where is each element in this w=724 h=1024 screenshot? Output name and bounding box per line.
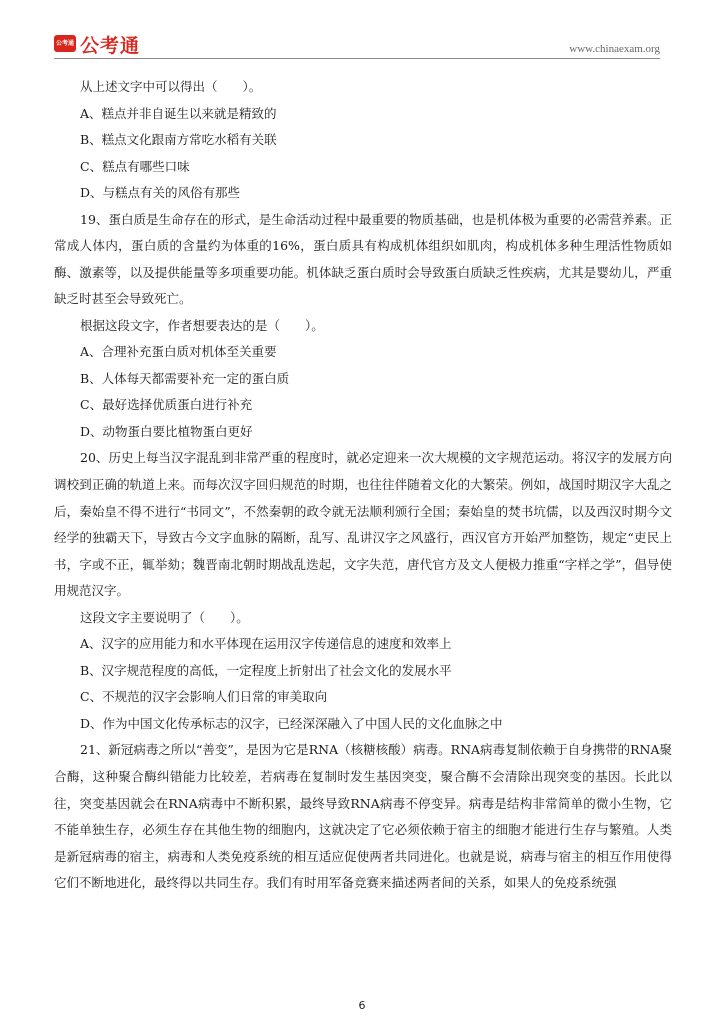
option-c: C、最好选择优质蛋白进行补充	[80, 397, 253, 413]
option-b: B、糕点文化跟南方常吃水稻有关联	[80, 132, 277, 147]
option-d: D、与糕点有关的风俗有那些	[80, 185, 241, 200]
option-b: B、人体每天都需要补充一定的蛋白质	[80, 370, 290, 386]
question-stem: 这段文字主要说明了（ ）。	[80, 609, 249, 625]
question-stem: 从上述文字中可以得出（ ）。	[80, 79, 262, 94]
option-a: A、汉字的应用能力和水平体现在运用汉字传递信息的速度和效率上	[80, 636, 452, 652]
document-body	[54, 74, 672, 897]
question-passage: 20、历史上每当汉字混乱到非常严重的程度时，就必定迎来一次大规模的文字规范运动。将汉字的发展方向调校到正确的轨道上来。而每次汉字回归规范的时期，也往往伴随着文化的大繁荣。例如，战国时期汉字大乱之后，秦始皇不得不进行“书同文”，不然秦朝的政令就无法顺利颁行全国；秦始皇的焚书坑儒，以及西汉时期今文经学的独霸天下，导致古今文字血脉的隔断，乱写、乱讲汉字之风盛行，西汉官方开始严加整饬，规定“吏民上书，字或不正，辄举劾；魏晋南北朝时期战乱迭起，文字失范，唐代官方及文人便极力推重“字样之学”，倡导使用规范汉字。	[54, 450, 672, 599]
question-passage: 19、蛋白质是生命存在的形式，是生命活动过程中最重要的物质基础，也是机体极为重要的必需营养素。正常成人体内，蛋白质的含量约为体重的16%，蛋白质具有构成机体组织如肌肉，构成机体多种生理活性物质如酶、激素等，以及提供能量等多项重要功能。机体缺乏蛋白质时会导致蛋白质缺乏性疾病，尤其是婴幼儿，严重缺乏时甚至会导致死亡。	[54, 211, 672, 307]
site-url: www.chinaexam.org	[569, 43, 660, 55]
logo-mark-icon: 公考通	[54, 35, 76, 52]
option-d: D、动物蛋白要比植物蛋白更好	[80, 423, 253, 439]
header-divider	[54, 58, 660, 59]
option-c: C、不规范的汉字会影响人们日常的审美取向	[80, 689, 328, 705]
page-header	[0, 0, 724, 60]
option-a: A、糕点并非自诞生以来就是精致的	[80, 105, 277, 121]
page-number: 6	[358, 999, 366, 1012]
question-passage: 21、新冠病毒之所以“善变”，是因为它是RNA（核糖核酸）病毒。RNA病毒复制依赖于自身携带的RNA聚合酶，这种聚合酶纠错能力比较差，若病毒在复制时发生基因突变，聚合酶不会清除出现突变的基因。长此以往，突变基因就会在RNA病毒中不断积累，最终导致RNA病毒不停变异。病毒是结构非常简单的微小生物，它不能单独生存，必须生存在其他生物的细胞内，这就决定了它必须依赖于宿主的细胞才能进行生存与繁殖。人类是新冠病毒的宿主，病毒和人类免疫系统的相互适应促使两者共同进化。也就是说，病毒与宿主的相互作用使得它们不断地进化，最终得以共同生存。我们有时用军备竞赛来描述两者间的关系，如果人的免疫系统强	[54, 742, 672, 891]
option-d: D、作为中国文化传承标志的汉字，已经深深融入了中国人民的文化血脉之中	[80, 715, 503, 731]
option-b: B、汉字规范程度的高低，一定程度上折射出了社会文化的发展水平	[80, 662, 452, 678]
brand-logo: 公考通	[80, 35, 141, 57]
option-c: C、糕点有哪些口味	[80, 158, 190, 174]
option-a: A、合理补充蛋白质对机体至关重要	[80, 344, 277, 360]
question-stem: 根据这段文字，作者想要表达的是（ ）。	[80, 317, 324, 333]
